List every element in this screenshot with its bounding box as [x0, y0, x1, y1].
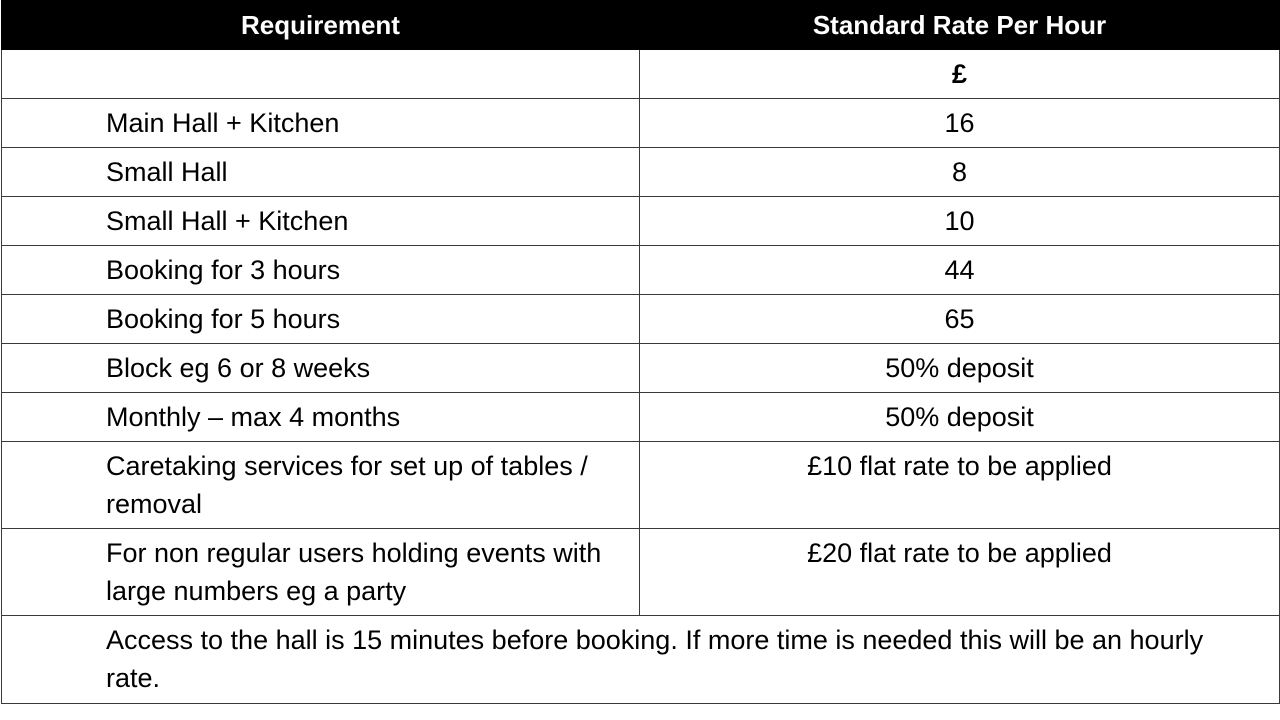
currency-symbol: £	[640, 50, 1280, 99]
rate-cell: 50% deposit	[640, 393, 1280, 442]
header-requirement: Requirement	[2, 1, 640, 50]
unit-row-empty-cell	[2, 50, 640, 99]
footnote-row	[2, 616, 1280, 704]
requirement-cell: Small Hall	[2, 148, 640, 197]
requirement-cell: Caretaking services for set up of tables / removal	[2, 442, 640, 529]
table-row	[2, 148, 1280, 197]
requirement-cell: Booking for 5 hours	[2, 295, 640, 344]
requirement-cell: Main Hall + Kitchen	[2, 99, 640, 148]
rate-cell: £20 flat rate to be applied	[640, 529, 1280, 616]
rate-cell: 65	[640, 295, 1280, 344]
rate-cell: 50% deposit	[640, 344, 1280, 393]
requirement-cell: Monthly – max 4 months	[2, 393, 640, 442]
header-standard-rate: Standard Rate Per Hour	[640, 1, 1280, 50]
table-header-row	[2, 1, 1280, 50]
table-row	[2, 529, 1280, 616]
table-row	[2, 442, 1280, 529]
table-row	[2, 344, 1280, 393]
table-row	[2, 393, 1280, 442]
rates-table	[1, 0, 1280, 704]
requirement-cell: Small Hall + Kitchen	[2, 197, 640, 246]
table-row	[2, 295, 1280, 344]
requirement-cell: Booking for 3 hours	[2, 246, 640, 295]
table-row	[2, 246, 1280, 295]
rate-cell: 44	[640, 246, 1280, 295]
unit-row	[2, 50, 1280, 99]
rate-cell: 16	[640, 99, 1280, 148]
requirement-cell: Block eg 6 or 8 weeks	[2, 344, 640, 393]
rate-cell: 8	[640, 148, 1280, 197]
table-row	[2, 197, 1280, 246]
rate-cell: £10 flat rate to be applied	[640, 442, 1280, 529]
table-row	[2, 99, 1280, 148]
requirement-cell: For non regular users holding events with large numbers eg a party	[2, 529, 640, 616]
footnote: Access to the hall is 15 minutes before booking. If more time is needed this will be an hourly rate.	[2, 616, 1280, 704]
rate-cell: 10	[640, 197, 1280, 246]
